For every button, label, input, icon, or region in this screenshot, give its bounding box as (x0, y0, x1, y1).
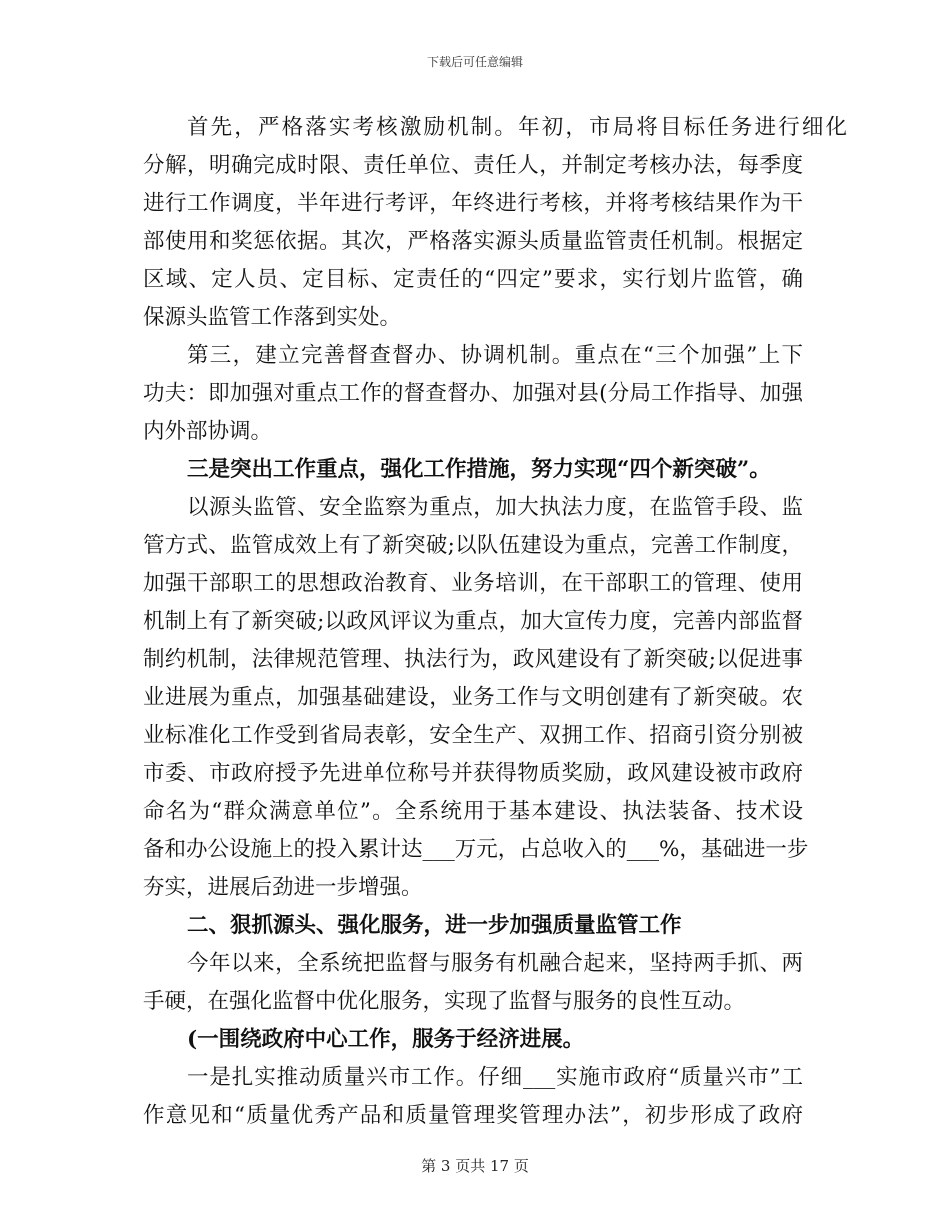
text-line: 加强干部职工的思想政治教育、业务培训，在干部职工的管理、使用 (143, 571, 803, 596)
text-line: 以源头监管、安全监察为重点，加大执法力度，在监管手段、监 (187, 495, 803, 520)
text-line: 分解，明确完成时限、责任单位、责任人，并制定考核办法，每季度 (143, 153, 803, 178)
text-line: 功夫：即加强对重点工作的督查督办、加强对县(分局工作指导、加强 (143, 381, 803, 406)
text-line: 部使用和奖惩依据。其次，严格落实源头质量监管责任机制。根据定 (143, 229, 803, 254)
text-line: 机制上有了新突破;以政风评议为重点，加大宣传力度，完善内部监督 (143, 609, 803, 634)
text-line: 市委、市政府授予先进单位称号并获得物质奖励，政风建设被市政府 (143, 761, 803, 786)
page-header: 下载后可任意编辑 (426, 55, 523, 69)
text-line: 一是扎实推动质量兴市工作。仔细___实施市政府“质量兴市”工 (187, 1065, 803, 1090)
page-footer: 第 3 页共 17 页 (421, 1157, 529, 1175)
text-line: 进行工作调度，半年进行考评，年终进行考核，并将考核结果作为干 (143, 191, 803, 216)
text-line: 区域、定人员、定目标、定责任的“四定”要求，实行划片监管，确 (143, 267, 803, 292)
section-heading: 三是突出工作重点，强化工作措施，努力实现“四个新突破”。 (187, 457, 771, 482)
text-line: 今年以来，全系统把监督与服务有机融合起来，坚持两手抓、两 (187, 951, 803, 976)
section-heading: 二、狠抓源头、强化服务，进一步加强质量监管工作 (187, 913, 682, 938)
text-line: 夯实，进展后劲进一步增强。 (143, 875, 423, 900)
text-line: 手硬，在强化监督中优化服务，实现了监督与服务的良性互动。 (143, 989, 746, 1014)
text-line: 命名为“群众满意单位”。全系统用于基本建设、执法装备、技术设 (143, 799, 803, 824)
text-line: 内外部协调。 (143, 419, 273, 444)
text-line: 保源头监管工作落到实处。 (143, 305, 402, 330)
text-line: 制约机制，法律规范管理、执法行为，政风建设有了新突破;以促进事 (143, 647, 803, 672)
text-line: 备和办公设施上的投入累计达___万元，占总收入的___%，基础进一步 (143, 837, 809, 862)
text-line: 管方式、监管成效上有了新突破;以队伍建设为重点，完善工作制度， (143, 533, 803, 558)
subsection-heading: (一围绕政府中心工作，服务于经济进展。 (187, 1027, 585, 1052)
text-line: 首先，严格落实考核激励机制。年初，市局将目标任务进行细化 (187, 115, 847, 140)
text-line: 第三，建立完善督查督办、协调机制。重点在“三个加强”上下 (187, 343, 803, 368)
text-line: 业进展为重点，加强基础建设，业务工作与文明创建有了新突破。农 (143, 685, 803, 710)
text-line: 作意见和“质量优秀产品和质量管理奖管理办法”，初步形成了政府 (143, 1103, 803, 1128)
text-line: 业标准化工作受到省局表彰，安全生产、双拥工作、招商引资分别被 (143, 723, 803, 748)
